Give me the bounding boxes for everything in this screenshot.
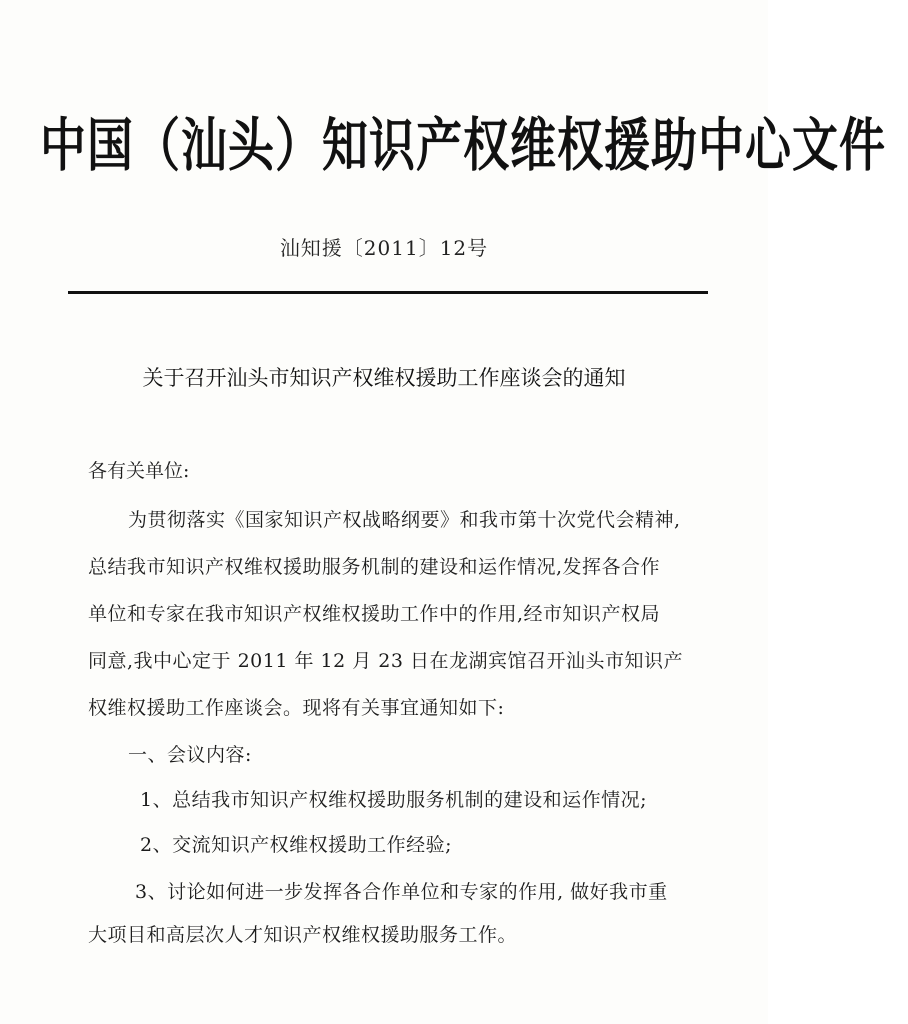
- document-number: 汕知援〔2011〕12号: [279, 236, 489, 260]
- body-line: 为贯彻落实《国家知识产权战略纲要》和我市第十次党代会精神,: [128, 509, 681, 531]
- body-line: 总结我市知识产权维权援助服务机制的建设和运作情况,发挥各合作: [88, 556, 661, 578]
- list-item: 2、交流知识产权维权援助工作经验;: [140, 834, 452, 856]
- header-divider: [68, 291, 708, 294]
- body-line: 单位和专家在我市知识产权维权援助工作中的作用,经市知识产权局: [88, 603, 661, 625]
- section-heading: 一、会议内容:: [128, 744, 252, 766]
- list-item: 1、总结我市知识产权维权援助服务机制的建设和运作情况;: [140, 789, 647, 811]
- document-header-title: 中国（汕头）知识产权维权援助中心文件: [40, 111, 886, 179]
- list-item-continuation: 大项目和高层次人才知识产权维权援助服务工作。: [88, 924, 518, 946]
- body-line: 同意,我中心定于 2011 年 12 月 23 日在龙湖宾馆召开汕头市知识产: [88, 650, 683, 672]
- body-line: 权维权援助工作座谈会。现将有关事宜通知如下:: [88, 697, 505, 719]
- list-item: 3、讨论如何进一步发挥各合作单位和专家的作用, 做好我市重: [135, 881, 668, 903]
- salutation: 各有关单位:: [88, 460, 190, 482]
- notice-title: 关于召开汕头市知识产权维权援助工作座谈会的通知: [142, 366, 626, 390]
